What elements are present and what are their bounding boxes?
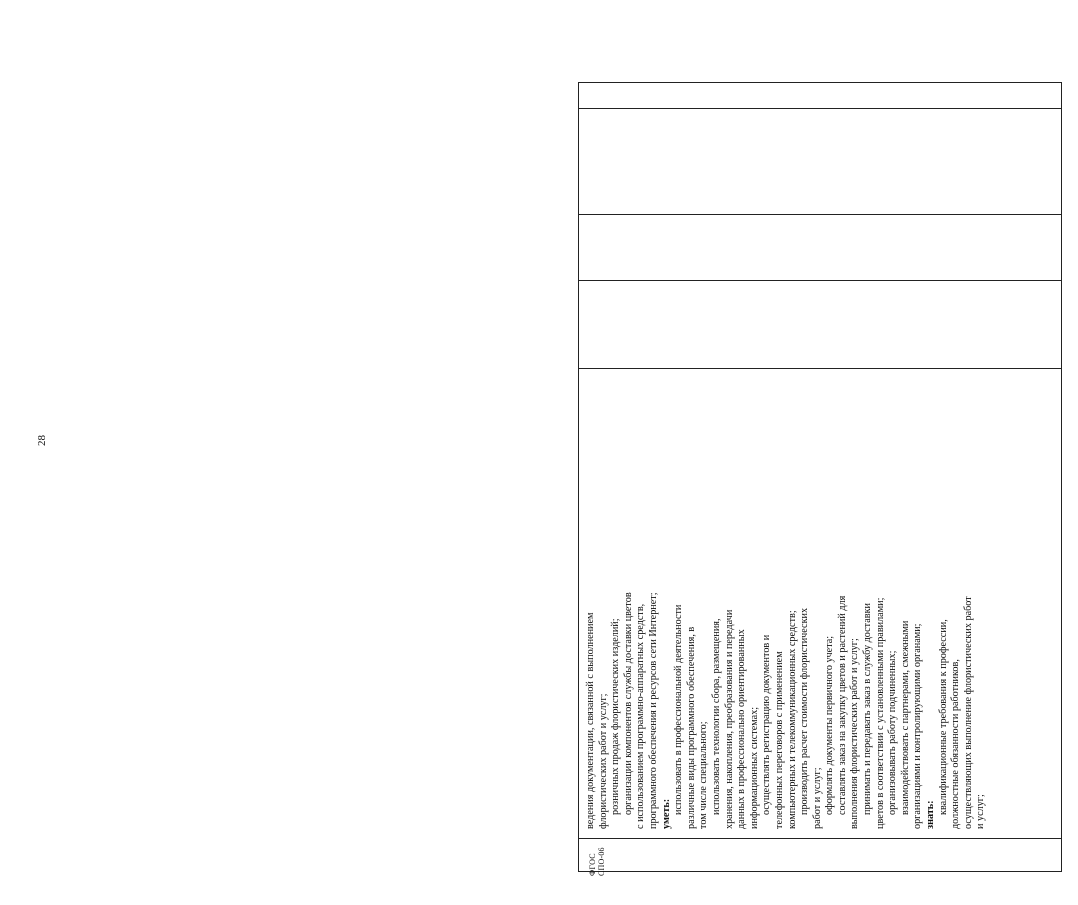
cell-line: взаимодействовать с партнерами, смежными [899,620,911,815]
cell-line: должностные обязанности работников, [950,659,962,829]
cell-line: организациями и контролирующими органами; [912,623,924,829]
cell-line: с использованием программно-аппаратных средств, [635,603,647,829]
content-table [578,82,1062,872]
cell-line: уметь: [660,798,672,829]
rotated-page [578,82,1078,872]
table-column-divider [579,108,1061,109]
cell-line: организации компонентов службы доставки цветов [622,592,634,815]
cell-line: компьютерных и телекоммуникационных средств; [786,610,798,829]
cell-line: принимать и передавать заказ в службу доставки [862,603,874,815]
cell-line: осуществляющих выполнение флористических работ [962,596,974,829]
cell-line: данных в профессионально ориентированных [736,629,748,829]
cell-line: осуществлять регистрацию документов и [761,634,773,815]
page-number: 28 [36,435,48,446]
cell-line: выполнения флористических работ и услуг; [849,638,861,829]
cell-line: флористических работ и услуг; [597,693,609,829]
cell-line: розничных продаж флористических изделий; [610,618,622,815]
table-column-divider [579,214,1061,215]
cell-line: составлять заказ на закупку цветов и растений для [836,595,848,815]
cell-line: различные виды программного обеспечения, в [685,626,697,829]
cell-line: информационных системах; [748,706,760,829]
cell-line: производить расчет стоимости флористических [799,607,811,815]
cell-line: том числе специального; [698,721,710,829]
cell-line: хранения, накопления, преобразования и передачи [723,609,735,829]
cell-line: знать: [925,800,937,829]
document-footer: ФГОС СПО-06 [588,847,606,876]
cell-line: квалификационные требования к профессии, [937,619,949,815]
cell-line: использовать технологии сбора, размещения, [710,618,722,815]
cell-line: ведения документации, связанной с выполнением [585,612,596,829]
cell-line: оформлять документы первичного учета; [824,635,836,815]
cell-line: использовать в профессиональной деятельности [673,604,685,815]
cell-line: организовывать работу подчиненных; [887,650,899,815]
table-column-divider [579,368,1061,369]
cell-line: цветов в соответствии с установленными правилами; [874,597,886,829]
table-column-divider [579,280,1061,281]
cell-line: телефонных переговоров с применением [773,651,785,829]
table-column-divider [579,838,1061,839]
competency-cell-text [585,377,988,829]
cell-line: и услуг; [975,794,987,829]
cell-line: программного обеспечения и ресурсов сети Интернет; [647,592,659,829]
cell-line: работ и услуг; [811,767,823,829]
